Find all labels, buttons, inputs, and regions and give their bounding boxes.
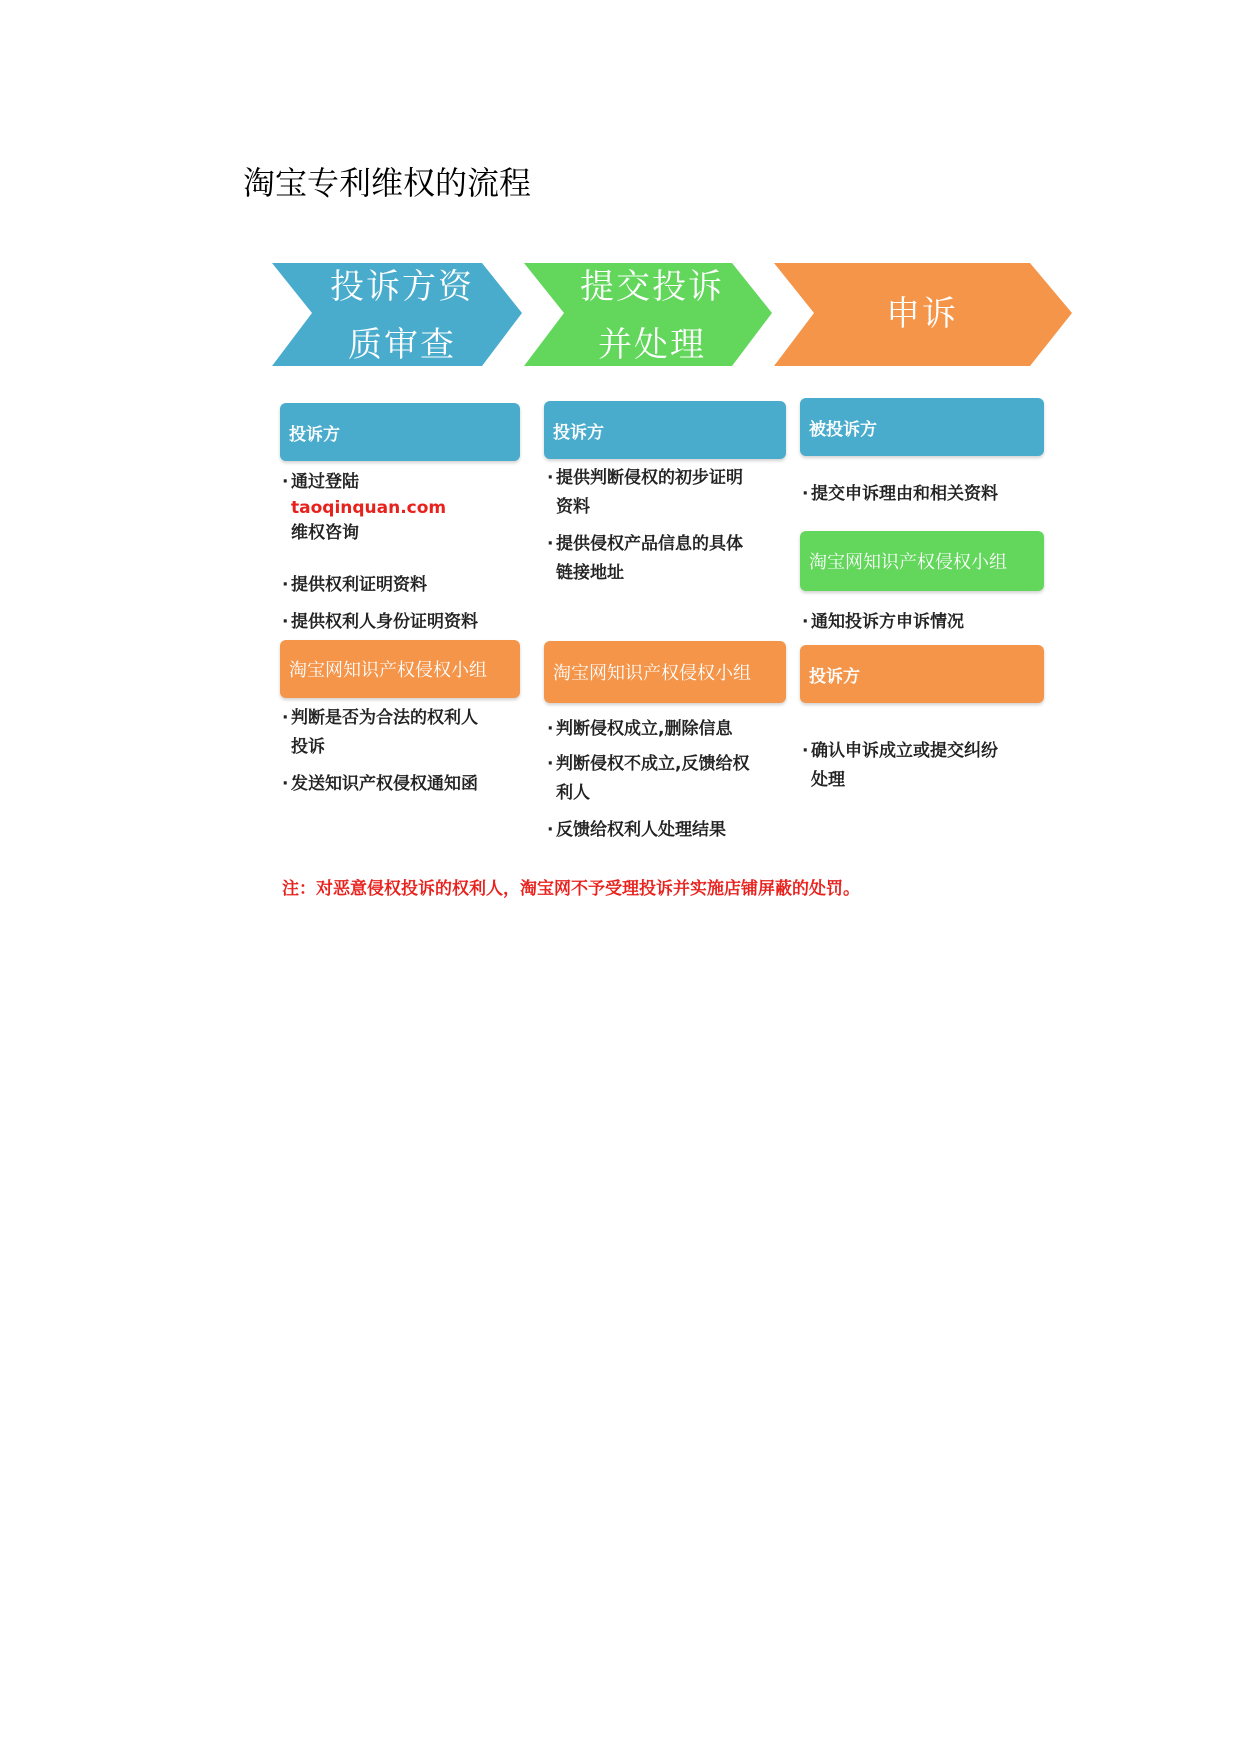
col1-subheader-box [280, 640, 520, 698]
col2-sub-bullet-3 [547, 816, 726, 845]
stage-2-line1: 提交投诉 [580, 267, 724, 307]
col1-bullet-2-text: 提供权利证明资料 [291, 575, 427, 595]
col2-sub-bullet-3-line1: 反馈给权利人处理结果 [556, 820, 726, 840]
col1-bullet-3 [282, 608, 478, 637]
document-title: 淘宝专利维权的流程 [243, 164, 532, 202]
bullet-dot: · [282, 774, 289, 794]
col1-bullet-2 [282, 571, 427, 600]
bullet-dot: · [547, 534, 554, 554]
bullet-dot: · [547, 719, 554, 739]
col1-sub-bullet-2-line1: 发送知识产权侵权通知函 [291, 774, 478, 794]
col2-sub-bullet-2-line1: 判断侵权不成立,反馈给权 [556, 754, 750, 774]
col3-header-box [800, 398, 1044, 456]
col1-watermark-link: taoqinquan.com [291, 498, 447, 518]
col1-sub-bullet-2 [282, 770, 478, 799]
bullet-dot: · [282, 708, 289, 728]
col3-sub-bullet-1 [802, 737, 998, 795]
stage-1-line1: 投诉方资 [330, 267, 474, 307]
stage-2-label [567, 258, 737, 374]
col3-bullet-1-line1: 提交申诉理由和相关资料 [811, 484, 998, 504]
col3-mid-bullet-1 [802, 608, 964, 637]
col2-bullet-2-line2: 链接地址 [556, 563, 624, 583]
col3-sub-bullet-1-line2: 处理 [811, 770, 845, 790]
col2-sub-bullet-1-line1: 判断侵权成立,删除信息 [556, 719, 733, 739]
bullet-dot: · [802, 484, 809, 504]
col3-midheader-box [800, 531, 1044, 591]
col3-header-label: 被投诉方 [809, 419, 877, 440]
col1-sub-bullet-1 [282, 704, 478, 762]
col2-bullet-2 [547, 530, 743, 588]
stage-3-line1: 申诉 [886, 294, 958, 334]
stage-1-label [317, 258, 487, 374]
col3-midheader-label: 淘宝网知识产权侵权小组 [809, 552, 1007, 573]
stage-3-label [827, 285, 1017, 343]
col2-bullet-1-line2: 资料 [556, 497, 590, 517]
col2-subheader-label: 淘宝网知识产权侵权小组 [553, 663, 751, 684]
col2-sub-bullet-2-line2: 利人 [556, 783, 590, 803]
bullet-dot: · [547, 820, 554, 840]
col3-bullet-1 [802, 480, 998, 509]
col3-sub-bullet-1-line1: 确认申诉成立或提交纠纷 [811, 741, 998, 761]
col2-sub-bullet-1 [547, 715, 732, 744]
col2-subheader-box [544, 641, 786, 703]
stage-2-line2: 并处理 [598, 325, 706, 365]
col2-header-label: 投诉方 [553, 422, 604, 443]
col1-sub-bullet-1-line1: 判断是否为合法的权利人 [291, 708, 478, 728]
stage-1-line2: 质审查 [348, 325, 456, 365]
col2-bullet-1-line1: 提供判断侵权的初步证明 [556, 468, 743, 488]
bullet-dot: · [547, 754, 554, 774]
col1-bullet-1-text: 通过登陆 [291, 472, 359, 492]
col1-subheader-label: 淘宝网知识产权侵权小组 [289, 660, 487, 681]
col1-bullet-1 [282, 468, 446, 548]
bullet-dot: · [282, 472, 289, 492]
col1-sub-bullet-1-line2: 投诉 [291, 737, 325, 757]
bullet-dot: · [802, 612, 809, 632]
col3-mid-bullet-1-line1: 通知投诉方申诉情况 [811, 612, 964, 632]
col2-bullet-1 [547, 464, 743, 522]
col1-bullet-1-extra: 维权咨询 [291, 523, 359, 543]
bullet-dot: · [282, 612, 289, 632]
col1-header-box [280, 403, 520, 461]
patent-rights-process-figure [272, 258, 1072, 899]
col3-subheader-label: 投诉方 [809, 666, 860, 687]
footnote: 注：对恶意侵权投诉的权利人，淘宝网不予受理投诉并实施店铺屏蔽的处罚。 [282, 879, 860, 899]
bullet-dot: · [547, 468, 554, 488]
col2-header-box [544, 401, 786, 459]
col1-bullet-3-text: 提供权利人身份证明资料 [291, 612, 478, 632]
col1-header-label: 投诉方 [289, 424, 340, 445]
col2-sub-bullet-2 [547, 750, 749, 808]
col3-subheader-box [800, 645, 1044, 703]
bullet-dot: · [802, 741, 809, 761]
bullet-dot: · [282, 575, 289, 595]
col2-bullet-2-line1: 提供侵权产品信息的具体 [556, 534, 743, 554]
